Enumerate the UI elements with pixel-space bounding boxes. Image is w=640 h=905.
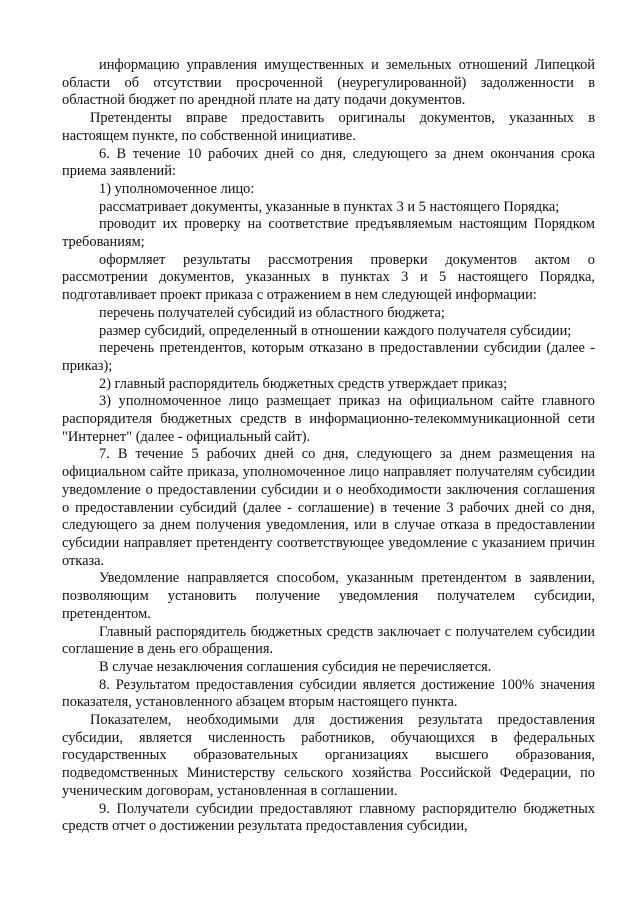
paragraph-refused-list: перечень претендентов, которым отказано в предоставлении субсидии (далее - приказ);: [62, 340, 595, 374]
paragraph-6-3: 3) уполномоченное лицо размещает приказ на официальном сайте главного распорядителя бюджетных средств в информационно-телекоммуникационной сети "Интернет" (далее - официальный сайт).: [62, 393, 595, 445]
document-page: [62, 57, 595, 836]
paragraph-item-8: 8. Результатом предоставления субсидии является достижение 100% значения показателя, установленного абзацем вторым настоящего пункта.: [62, 676, 595, 711]
paragraph-reviews-docs: рассматривает документы, указанные в пунктах 3 и 5 настоящего Порядка;: [99, 198, 560, 215]
paragraph-item-9: 9. Получатели субсидии предоставляют главному распорядителю бюджетных средств отчет о достижении результата предоставления субсидии,: [62, 800, 595, 835]
paragraph-tax-debt-info: информацию управления имущественных и земельных отношений Липецкой области об отсутствии просроченной (неурегулированной) задолженности в областной бюджет по арендной плате на дату подачи документов.: [62, 57, 595, 109]
paragraph-recipients-list: перечень получателей субсидий из областного бюджета;: [99, 304, 445, 321]
paragraph-notification-method: Уведомление направляется способом, указанным претендентом в заявлении, позволяющим установить получение уведомления получателем субсидии, претендентом.: [62, 570, 595, 622]
paragraph-indicator: Показателем, необходимыми для достижения результата предоставления субсидии, является численность работников, обучающихся в федеральных государственных образовательных организациях высшего образования, подведомственных Министерству сельского хозяйства Российской Федерации, по ученическим договорам, установленная в соглашении.: [62, 712, 595, 799]
paragraph-6-2: 2) главный распорядитель бюджетных средств утверждает приказ;: [99, 375, 508, 392]
paragraph-subsidy-size: размер субсидий, определенный в отношении каждого получателя субсидии;: [99, 322, 572, 339]
paragraph-no-agreement: В случае незаключения соглашения субсидия не перечисляется.: [99, 658, 492, 675]
paragraph-item-7: 7. В течение 5 рабочих дней со дня, следующего за днем размещения на официальном сайте приказа, уполномоченное лицо направляет получателям субсидии уведомление о предоставлении субсидии и о необходимости заключения соглашения о предоставлении субсидий (далее - соглашение) в течение 3 рабочих дней со дня, следующего за днем получения уведомления, или в случае отказа в предоставлении субсидии направляет претенденту соответствующее уведомление с указанием причин отказа.: [62, 446, 595, 569]
paragraph-6-1: 1) уполномоченное лицо:: [99, 180, 255, 197]
paragraph-checks-docs: проводит их проверку на соответствие предъявляемым настоящим Порядком требованиям;: [62, 216, 595, 251]
paragraph-originals-right: Претенденты вправе предоставить оригиналы документов, указанных в настоящем пункте, по собственной инициативе.: [62, 110, 595, 144]
paragraph-item-6: 6. В течение 10 рабочих дней со дня, следующего за днем окончания срока приема заявлений:: [62, 145, 595, 180]
paragraph-formalizes-results: оформляет результаты рассмотрения проверки документов актом о рассмотрении документов, указанных в пунктах 3 и 5 настоящего Порядка, подготавливает проект приказа с отражением в нем следующей информации:: [62, 251, 595, 304]
paragraph-agreement-signing: Главный распорядитель бюджетных средств заключает с получателем субсидии соглашение в день его обращения.: [62, 623, 595, 658]
